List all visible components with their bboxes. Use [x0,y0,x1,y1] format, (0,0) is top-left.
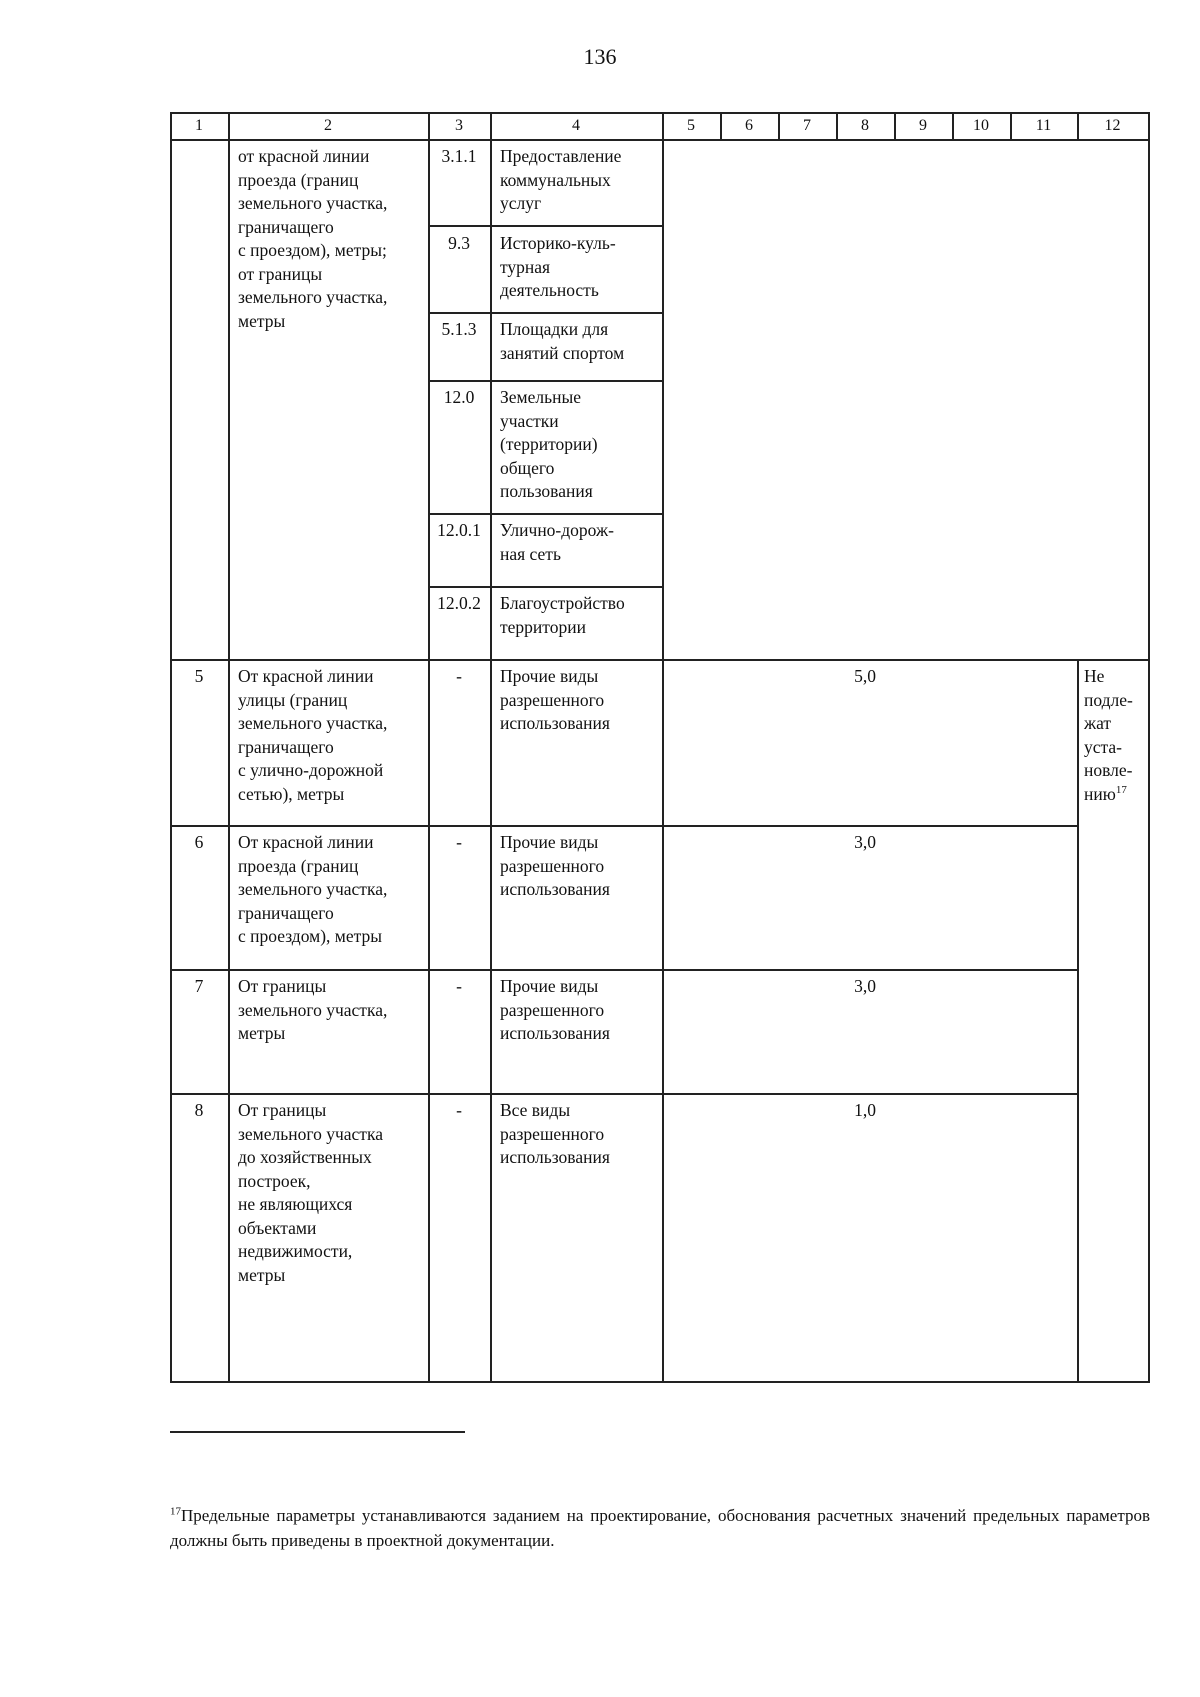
footnote-text: Предельные параметры устанавливаются заданием на проектирование, обоснования расчетных значений предельных параметров должны быть приведены в проектной документации. [170,1506,1150,1550]
sub-row-name: Благоустройство территории [500,593,625,637]
col12-note [1084,665,1148,806]
row-divider [170,969,1078,971]
parameters-table [170,112,1150,1382]
row-usage-type: Прочие виды разрешенного использования [500,666,610,733]
sub-row-code: 3.1.1 [441,146,477,166]
header-cell: 3 [455,117,463,134]
header-cell: 11 [1035,117,1052,134]
row-description: От границы земельного участка, метры [238,976,388,1043]
subrow-divider [430,513,662,515]
table-bottom-border [170,1381,1150,1383]
sub-row-name: Улично-дорож- ная сеть [500,520,614,564]
column-divider [490,112,492,1382]
table-right-border [1148,112,1150,1382]
sub-row-code: 9.3 [448,233,470,253]
subrow-divider [430,225,662,227]
row-number: 6 [194,832,204,852]
sub-row-name: Предоставление коммунальных услуг [500,146,622,213]
row-code: - [456,666,462,686]
row-code: - [456,1100,462,1120]
row-usage-type: Все виды разрешенного использования [500,1100,610,1167]
header-bottom-border [170,139,1150,141]
header-cell: 10 [973,117,989,134]
header-cell: 6 [745,117,753,134]
continued-row-description: от красной линии проезда (границ земельного участка, граничащего с проездом), метры; от границы земельного участка, метры [238,146,388,331]
subrow-divider [430,380,662,382]
header-cell: 7 [803,117,811,134]
row-value: 3,0 [854,832,876,852]
footnote-ref: 17 [1115,783,1127,796]
row-number: 5 [194,666,204,686]
row-value: 3,0 [854,976,876,996]
row-number: 8 [194,1100,204,1120]
column-divider [662,112,664,1382]
header-cell: 4 [572,117,580,134]
sub-row-name: Земельные участки (территории) общего пользования [500,387,598,501]
row-value: 5,0 [854,666,876,686]
row-usage-type: Прочие виды разрешенного использования [500,832,610,899]
row-divider [170,1093,1078,1095]
footnote-marker: 17 [170,1505,181,1518]
header-cell: 12 [1104,117,1121,134]
sub-row-name: Историко-куль- турная деятельность [500,233,616,300]
footnote-separator [170,1431,465,1433]
header-cell: 9 [919,117,927,134]
sub-row-code: 12.0.2 [437,593,481,613]
row-divider [170,825,1078,827]
sub-row-code: 12.0.1 [437,520,481,540]
header-cell: 2 [324,117,332,134]
row-description: От красной линии улицы (границ земельного участка, граничащего с улично-дорожной сетью), метры [238,666,388,804]
sub-row-code: 12.0 [443,387,475,407]
row-divider [170,659,1150,661]
row-number: 7 [194,976,204,996]
column-divider [1077,659,1079,1382]
sub-row-name: Площадки для занятий спортом [500,319,625,363]
row-code: - [456,832,462,852]
table-left-border [170,112,172,1382]
col12-note-text: Не подле- жат уста- новле- нию [1084,666,1133,804]
sub-row-code: 5.1.3 [441,319,477,339]
footnote [170,1503,1150,1553]
row-usage-type: Прочие виды разрешенного использования [500,976,610,1043]
header-cell: 1 [195,117,203,134]
row-value: 1,0 [854,1100,876,1120]
column-divider [428,112,430,1382]
page-number: 136 [583,44,617,69]
row-description: От красной линии проезда (границ земельного участка, граничащего с проездом), метры [238,832,388,946]
row-code: - [456,976,462,996]
subrow-divider [430,312,662,314]
subrow-divider [430,586,662,588]
header-cell: 5 [687,117,695,134]
row-description: От границы земельного участка до хозяйственных построек, не являющихся объектами недвижимости, метры [238,1100,383,1285]
column-divider [228,112,230,1382]
header-cell: 8 [861,117,869,134]
